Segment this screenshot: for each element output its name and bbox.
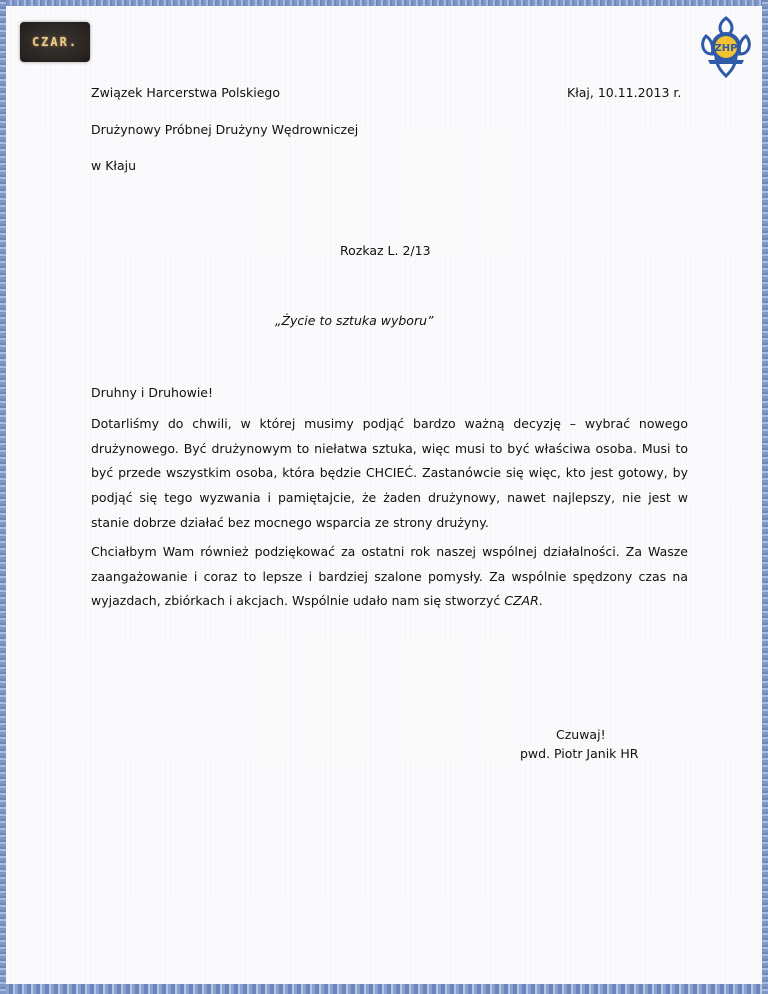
body-paragraph-2-emphasis: CZAR [504,593,539,609]
body-paragraph-2-text: Chciałbym Wam również podziękować za ostatni rok naszej wspólnej działalności. Za Wasze zaangażowanie i coraz to lepsze i bardziej szalone pomysły. Za wspólnie spędzony czas na wyjazdach, zbiórkach i akcjach. Wspólnie udało nam się stworzyć [91,544,688,609]
order-motto: „Życie to sztuka wyboru” [275,313,434,328]
page-border-right [762,0,768,994]
body-paragraph-2-end: . [538,593,543,609]
place-date: Kłaj, 10.11.2013 r. [567,85,682,100]
closing-salute: Czuwaj! [556,727,606,742]
body-paragraph-1: Dotarliśmy do chwili, w której musimy podjąć bardzo ważną decyzję – wybrać nowego drużynowego. Być drużynowym to niełatwa sztuka, więc musi to być właściwa osoba. Musi to być przede wszystkim osoba, która będzie CHCIEĆ. Zastanówcie się więc, kto jest gotowy, by podjąć się tego wyzwania i pamiętajcie, że żaden drużynowy, nawet najlepszy, nie jest w stanie dobrze działać bez mocnego wsparcia ze strony drużyny. [91,416,688,530]
greeting: Druhny i Druhowie! [91,385,214,400]
page-border-bottom [0,984,768,994]
page-border-top [0,0,768,6]
signature: pwd. Piotr Janik HR [520,746,639,761]
czar-logo-text: CZAR. [31,35,79,49]
page-border-left [0,0,6,994]
svg-text:ZHP: ZHP [714,43,738,54]
organization-name: Związek Harcerstwa Polskiego [91,85,280,100]
unit-name-line1: Drużynowy Próbnej Drużyny Wędrowniczej [91,122,359,137]
order-title: Rozkaz L. 2/13 [340,243,431,258]
czar-logo [20,22,90,62]
zhp-emblem-icon [694,14,758,80]
body-paragraph-2 [91,540,688,614]
unit-name-line2: w Kłaju [91,158,137,173]
